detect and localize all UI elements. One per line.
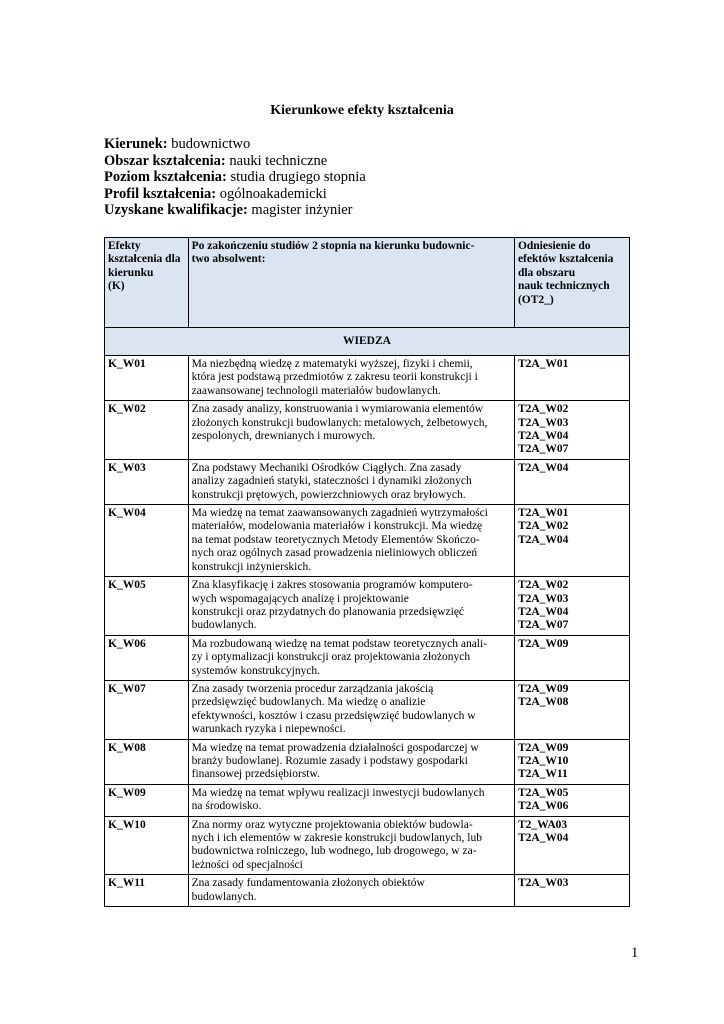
outcome-references	[514, 356, 629, 401]
reference-code: T2A_W09	[517, 637, 569, 650]
reference-code: T2A_W09	[517, 741, 569, 754]
outcome-description	[188, 356, 514, 401]
header-line: Efekty	[108, 240, 141, 252]
table-row	[105, 784, 630, 816]
table-row	[105, 739, 630, 784]
meta-label: Poziom kształcenia:	[104, 169, 227, 185]
outcome-code: K_W09	[105, 784, 189, 816]
header-description	[188, 238, 514, 328]
table-row	[105, 505, 630, 577]
description-line: budowlanych.	[191, 619, 257, 632]
reference-code: T2A_W04	[517, 533, 569, 546]
meta-value: magister inżynier	[251, 202, 353, 218]
outcome-code: K_W10	[105, 816, 189, 875]
description-line: Zna zasady analizy, konstruowania i wymiarowania elementów	[191, 403, 484, 416]
outcome-references	[514, 505, 629, 577]
description-line: na środowisko.	[191, 800, 262, 813]
header-line: Odniesienie do	[517, 240, 591, 252]
outcome-description	[188, 635, 514, 680]
description-line: Zna zasady tworzenia procedur zarządzania jakością	[191, 682, 434, 695]
outcome-references	[514, 816, 629, 875]
outcome-description	[188, 784, 514, 816]
reference-code: T2A_W08	[517, 696, 569, 709]
reference-code: T2A_W04	[517, 605, 569, 618]
meta-value: studia drugiego stopnia	[230, 169, 366, 185]
outcome-description	[188, 739, 514, 784]
description-line: warunkach ryzyka i niepewności.	[191, 723, 346, 736]
program-info	[104, 136, 366, 219]
reference-code: T2A_W09	[517, 682, 569, 695]
header-line: efektów kształcenia	[517, 253, 614, 266]
header-outcomes-code	[105, 238, 189, 328]
meta-value: ogólnoakademicki	[219, 185, 327, 202]
reference-code: T2A_W01	[517, 507, 569, 520]
reference-code: T2A_W03	[517, 592, 569, 605]
header-line: Po zakończeniu studiów 2 stopnia na kierunku budownic-	[191, 240, 475, 252]
description-line: zespolonych, drewnianych i murowych.	[191, 430, 376, 443]
outcome-description	[188, 875, 514, 907]
reference-code: T2A_W06	[517, 800, 569, 813]
table-row	[105, 680, 630, 739]
meta-value: nauki techniczne	[229, 152, 328, 169]
header-line: nauk technicznych	[517, 280, 610, 293]
outcome-description	[188, 816, 514, 875]
description-line: Ma wiedzę na temat zaawansowanych zagadnień wytrzymałości	[191, 507, 488, 520]
description-line: budownictwa rolniczego, lub wodnego, lub drogowego, w za-	[191, 845, 477, 858]
outcome-code: K_W11	[105, 875, 189, 907]
description-line: nych oraz ogólnych zasad prowadzenia nieliniowych obliczeń	[191, 547, 478, 560]
reference-code: T2A_W10	[517, 754, 569, 767]
description-line: systemów konstrukcyjnych.	[191, 664, 321, 677]
outcome-references	[514, 635, 629, 680]
document-title: Kierunkowe efekty kształcenia	[270, 103, 454, 118]
description-line: Ma wiedzę na temat wpływu realizacji inwestycji budowlanych	[191, 786, 485, 799]
reference-code: T2A_W04	[517, 461, 569, 474]
table-row	[105, 577, 630, 636]
meta-field-area	[104, 153, 366, 170]
table-row	[105, 459, 630, 504]
meta-value: budownictwo	[171, 136, 251, 152]
header-line: dla obszaru	[517, 266, 576, 279]
learning-outcomes-table	[104, 237, 630, 907]
meta-field-qualifications	[104, 202, 366, 219]
reference-code: T2A_W07	[517, 443, 569, 456]
outcome-code: K_W05	[105, 577, 189, 636]
outcome-references	[514, 875, 629, 907]
description-line: konstrukcji prętowych, powierzchniowych oraz bryłowych.	[191, 488, 466, 501]
outcome-description	[188, 459, 514, 504]
reference-code: T2A_W03	[517, 416, 569, 429]
reference-code: T2A_W02	[517, 520, 569, 533]
meta-field-level	[104, 169, 366, 186]
description-line: Zna normy oraz wytyczne projektowania obiektów budowla-	[191, 818, 473, 831]
outcome-code: K_W07	[105, 680, 189, 739]
outcome-references	[514, 577, 629, 636]
description-line: leżności od specjalności	[191, 858, 303, 871]
description-line: budowlanych.	[191, 890, 257, 903]
meta-label: Obszar kształcenia:	[104, 152, 226, 169]
section-title: WIEDZA	[105, 328, 630, 356]
header-line: (OT2_)	[517, 293, 554, 306]
outcome-description	[188, 401, 514, 460]
reference-code: T2A_W03	[517, 877, 569, 890]
description-line: konstrukcji inżynierskich.	[191, 560, 312, 573]
description-line: Ma niezbędną wiedzę z matematyki wyższej, fizyki i chemii,	[191, 358, 473, 370]
reference-code: T2A_W01	[517, 358, 569, 370]
reference-code: T2A_W11	[517, 768, 568, 781]
outcome-code: K_W06	[105, 635, 189, 680]
description-line: Ma rozbudowaną wiedzę na temat podstaw teoretycznych anali-	[191, 637, 488, 650]
meta-label: Kierunek:	[104, 136, 168, 152]
reference-code: T2A_W07	[517, 619, 569, 632]
table-row	[105, 635, 630, 680]
table-row	[105, 816, 630, 875]
description-line: zaawansowanej technologii materiałów budowlanych.	[191, 384, 441, 397]
table-row	[105, 356, 630, 401]
header-line: kierunku	[108, 266, 154, 279]
outcome-code: K_W08	[105, 739, 189, 784]
header-line: two absolwent:	[191, 253, 266, 266]
reference-code: T2A_W02	[517, 579, 569, 592]
outcome-code: K_W03	[105, 459, 189, 504]
reference-code: T2A_W02	[517, 403, 569, 416]
description-line: branży budowlanej. Rozumie zasady i podstawy gospodarki	[191, 754, 468, 767]
description-line: materiałów, modelowania materiałów i konstrukcji. Ma wiedzę	[191, 520, 483, 533]
description-line: Ma wiedzę na temat prowadzenia działalności gospodarczej w	[191, 741, 479, 754]
description-line: nych i ich elementów w zakresie konstrukcji budowlanych, lub	[191, 832, 482, 844]
description-line: finansowej przedsiębiorstw.	[191, 768, 320, 781]
outcome-code: K_W04	[105, 505, 189, 577]
description-line: która jest podstawą przedmiotów z zakresu teorii konstrukcji i	[191, 371, 478, 384]
meta-field-direction	[104, 136, 366, 153]
outcome-description	[188, 577, 514, 636]
reference-code: T2_WA03	[517, 818, 568, 831]
outcome-description	[188, 505, 514, 577]
description-line: zy i optymalizacji konstrukcji oraz projektowania złożonych	[191, 651, 471, 664]
outcome-references	[514, 784, 629, 816]
meta-field-profile	[104, 186, 366, 203]
description-line: przedsięwzięć budowlanych. Ma wiedzę o analizie	[191, 696, 426, 709]
outcome-description	[188, 680, 514, 739]
page-number: 1	[631, 945, 639, 961]
reference-code: T2A_W04	[517, 832, 569, 844]
description-line: konstrukcji oraz przydatnych do planowania przedsięwzięć	[191, 605, 465, 618]
outcome-code: K_W02	[105, 401, 189, 460]
outcome-code: K_W01	[105, 356, 189, 401]
reference-code: T2A_W05	[517, 786, 569, 799]
description-line: na temat podstaw teoretycznych Metody Elementów Skończo-	[191, 533, 480, 546]
meta-label: Profil kształcenia:	[104, 185, 217, 202]
outcome-references	[514, 401, 629, 460]
description-line: efektywności, kosztów i czasu przedsięwzięć budowlanych w	[191, 709, 476, 722]
table-row	[105, 875, 630, 907]
meta-label: Uzyskane kwalifikacje:	[104, 202, 248, 218]
description-line: Zna zasady fundamentowania złożonych obiektów	[191, 877, 425, 890]
table-row	[105, 401, 630, 460]
description-line: złożonych konstrukcji budowlanych: metalowych, żelbetowych,	[191, 416, 488, 429]
reference-code: T2A_W04	[517, 430, 569, 443]
description-line: Zna klasyfikację i zakres stosowania programów komputero-	[191, 579, 473, 592]
table-header-row	[105, 238, 630, 328]
header-reference	[514, 238, 629, 328]
section-row-knowledge	[105, 328, 630, 356]
header-line: (K)	[108, 280, 125, 293]
outcome-references	[514, 459, 629, 504]
description-line: Zna podstawy Mechaniki Ośrodków Ciągłych. Zna zasady	[191, 461, 462, 474]
description-line: analizy zagadnień statyki, stateczności i dynamiki złożonych	[191, 475, 472, 488]
outcome-references	[514, 739, 629, 784]
description-line: wych wspomagających analizę i projektowanie	[191, 592, 409, 605]
header-line: kształcenia dla	[108, 253, 181, 266]
outcome-references	[514, 680, 629, 739]
